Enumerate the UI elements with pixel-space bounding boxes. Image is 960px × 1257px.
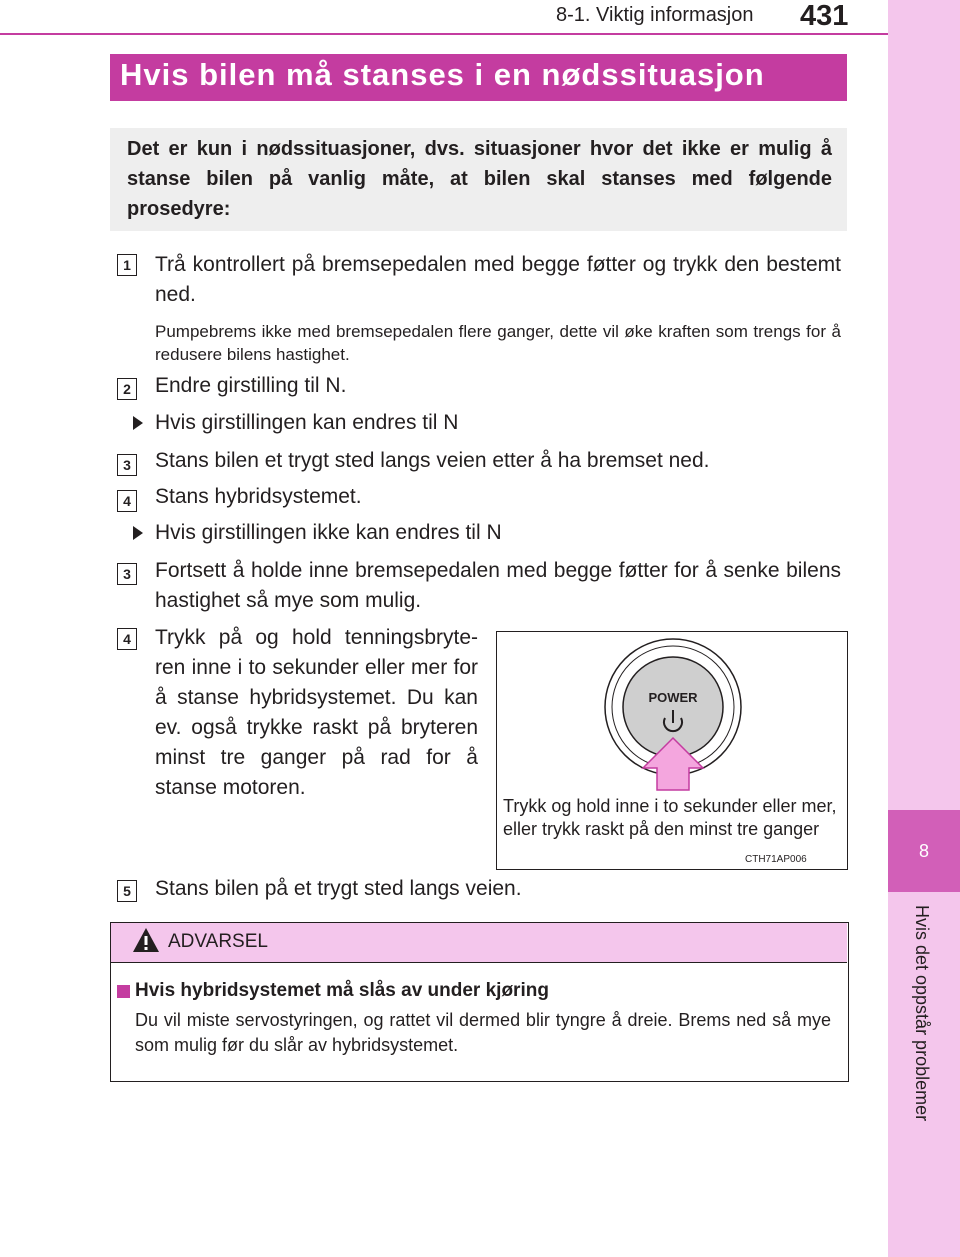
step-number-3b: 3	[117, 563, 137, 585]
warning-title: ADVARSEL	[168, 931, 268, 952]
button-power-label: POWER	[648, 690, 698, 705]
chapter-number: 8	[888, 810, 960, 892]
warning-icon	[131, 926, 161, 954]
step-2-text: Endre girstilling til N.	[155, 374, 347, 397]
step-number-2: 2	[117, 378, 137, 400]
step-number-5: 5	[117, 880, 137, 902]
step-number-4a: 4	[117, 490, 137, 512]
page-number: 431	[800, 0, 849, 32]
section-title: 8-1. Viktig informasjon	[556, 4, 754, 26]
header-rule	[0, 33, 888, 35]
intro-text: Det er kun i nødssituasjoner, dvs. situasjoner hvor det ikke er mulig å stanse bilen på vanlig måte, at bilen skal stanses med følgende prosedyre:	[127, 138, 832, 220]
warning-subtitle: Hvis hybridsystemet må slås av under kjøring	[135, 980, 549, 1001]
step-4a-text: Stans hybridsystemet.	[155, 485, 362, 508]
page-title: Hvis bilen må stanses i en nødssituasjon	[120, 57, 765, 92]
warning-body: Du vil miste servostyringen, og rattet vil dermed blir tyngre å dreie. Brems ned så mye som mulig før du slår av hybridsystemet.	[135, 1010, 831, 1055]
figure-caption: Trykk og hold inne i to sekunder eller mer, eller trykk raskt på den minst tre ganger	[503, 796, 837, 839]
case-a-heading: Hvis girstillingen kan endres til N	[155, 411, 459, 434]
step-3a-text: Stans bilen et trygt sted langs veien etter å ha bremset ned.	[155, 449, 710, 472]
step-1-note: Pumpebrems ikke med bremsepedalen flere ganger, dette vil øke kraften som trengs for å redusere bilens hastighet.	[155, 322, 841, 364]
case-triangle-icon	[133, 526, 143, 540]
bullet-square-icon	[117, 985, 130, 998]
chapter-label-container	[912, 905, 936, 1145]
step-number-4b: 4	[117, 628, 137, 650]
step-4b-text: Trykk på og hold tenningsbryte-ren inne i to sekunder eller mer for å stanse hybridsystemet. Du kan ev. også trykke raskt på bryteren minst tre ganger på rad for å stanse motoren.	[155, 626, 478, 799]
step-5-text: Stans bilen på et trygt sted langs veien.	[155, 877, 522, 900]
step-3b-text: Fortsett å holde inne bremsepedalen med begge føtter for å senke bilens hastighet så mye som mulig.	[155, 559, 841, 612]
chapter-label: Hvis det oppstår problemer	[912, 905, 932, 1122]
case-triangle-icon	[133, 416, 143, 430]
intro-box	[110, 128, 847, 231]
step-1-text: Trå kontrollert på bremsepedalen med begge føtter og trykk den bestemt ned.	[155, 253, 841, 306]
step-number-1: 1	[117, 254, 137, 276]
figure-code: CTH71AP006	[745, 854, 807, 865]
step-number-3a: 3	[117, 454, 137, 476]
case-b-heading: Hvis girstillingen ikke kan endres til N	[155, 521, 502, 544]
